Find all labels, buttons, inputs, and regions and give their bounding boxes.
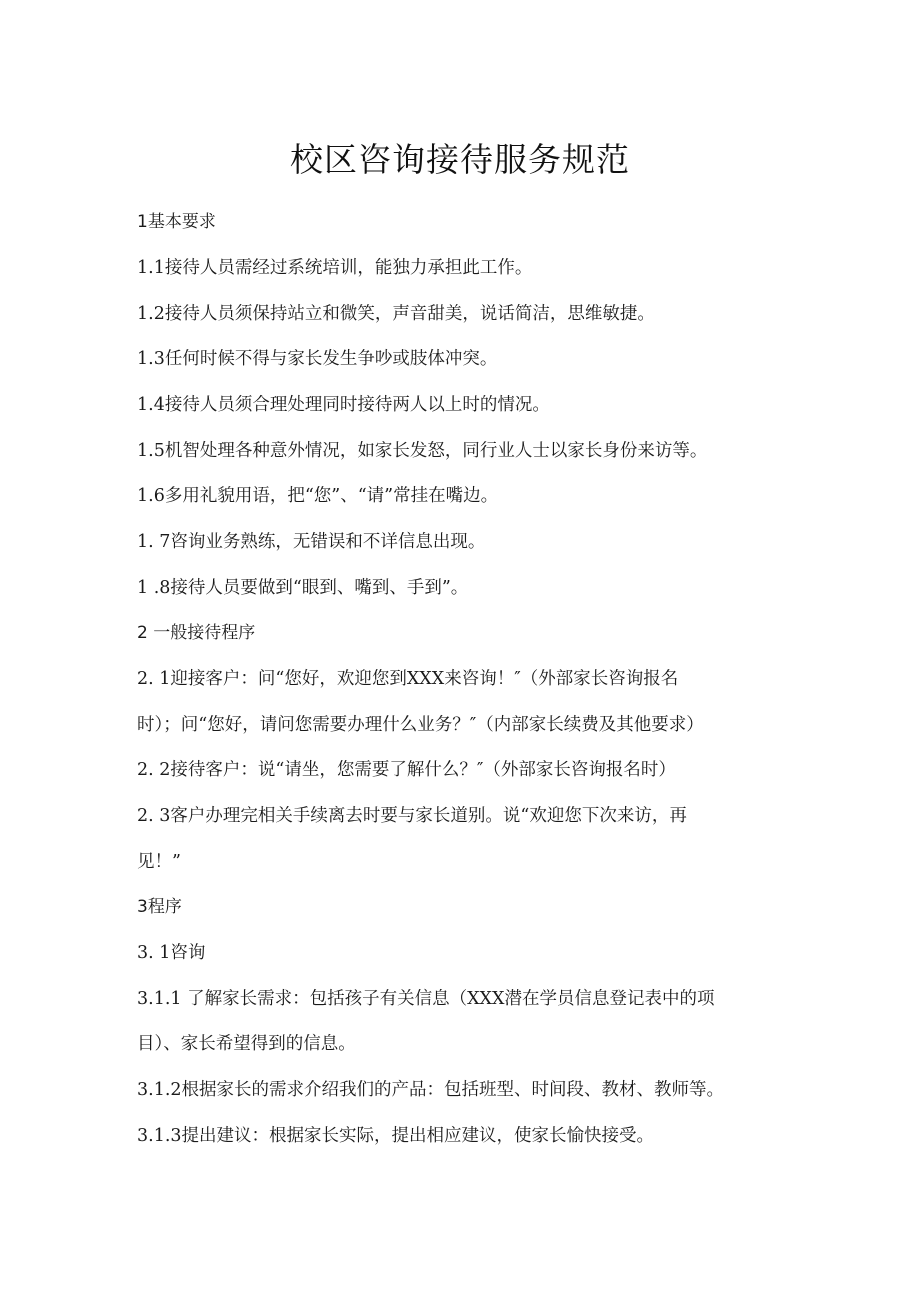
paragraph-2-3-cont: 见！” <box>137 852 181 872</box>
paragraph-1-1: 1.1接待人员需经过系统培训，能独力承担此工作。 <box>137 258 533 278</box>
paragraph-3-1-2: 3.1.2根据家长的需求介绍我们的产品：包括班型、时间段、教材、教师等。 <box>137 1080 725 1100</box>
paragraph-1-8: 1 .8接待人员要做到“眼到、嘴到、手到”。 <box>137 578 469 598</box>
paragraph-3-1-3: 3.1.3提出建议：根据家长实际，提出相应建议，使家长愉快接受。 <box>137 1126 655 1146</box>
paragraph-1-5: 1.5机智处理各种意外情况，如家长发怒，同行业人士以家长身份来访等。 <box>137 441 708 461</box>
paragraph-2-2: 2. 2接待客户：说“请坐，您需要了解什么？″（外部家长咨询报名时） <box>137 760 676 780</box>
paragraph-1-7: 1. 7咨询业务熟练，无错误和不详信息出现。 <box>137 532 486 552</box>
document-title: 校区咨询接待服务规范 <box>290 140 630 179</box>
paragraph-1-6: 1.6多用礼貌用语，把“您”、“请”常挂在嘴边。 <box>137 486 499 506</box>
subsection-3-1: 3. 1咨询 <box>137 943 206 963</box>
paragraph-3-1-1: 3.1.1 了解家长需求：包括孩子有关信息（XXX潜在学员信息登记表中的项 <box>137 989 715 1009</box>
section-heading-3: 3程序 <box>137 897 182 917</box>
paragraph-1-3: 1.3任何时候不得与家长发生争吵或肢体冲突。 <box>137 349 498 369</box>
paragraph-1-2: 1.2接待人员须保持站立和微笑，声音甜美，说话简洁，思维敏捷。 <box>137 304 655 324</box>
paragraph-3-1-1-cont: 目）、家长希望得到的信息。 <box>137 1034 356 1054</box>
paragraph-1-4: 1.4接待人员须合理处理同时接待两人以上时的情况。 <box>137 395 550 415</box>
paragraph-2-1-cont: 时）；问“您好，请问您需要办理什么业务？″（内部家长续费及其他要求） <box>137 715 704 735</box>
paragraph-2-3: 2. 3客户办理完相关手续离去时要与家长道别。说“欢迎您下次来访，再 <box>137 806 687 826</box>
paragraph-2-1: 2. 1迎接客户：问“您好，欢迎您到XXX来咨询！″（外部家长咨询报名 <box>137 669 679 689</box>
section-heading-1: 1基本要求 <box>137 212 216 232</box>
section-heading-2: 2 一般接待程序 <box>137 623 256 643</box>
